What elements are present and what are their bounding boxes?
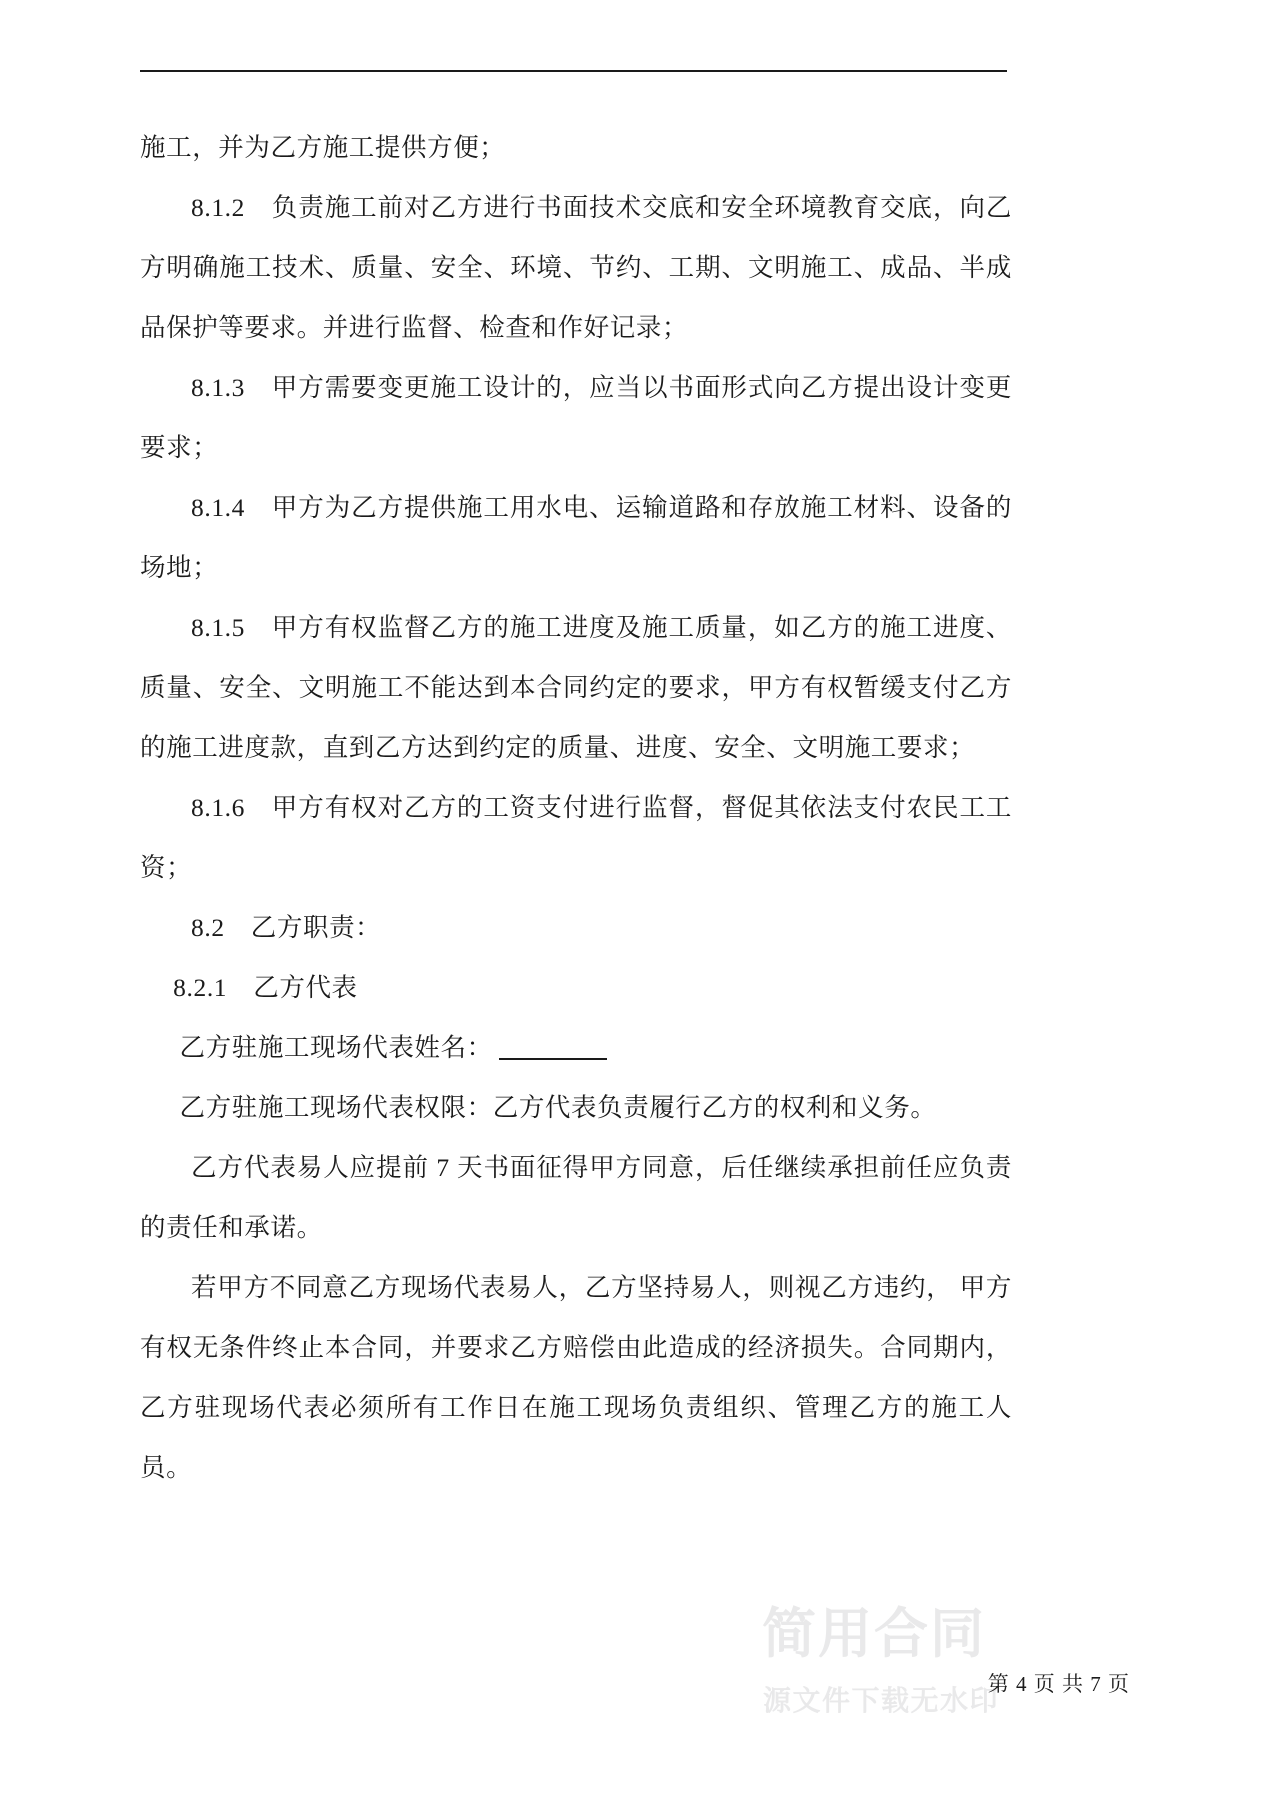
document-body <box>140 118 1012 1498</box>
field-representative-authority: 乙方驻施工现场代表权限：乙方代表负责履行乙方的权利和义务。 <box>179 1093 937 1122</box>
paragraph-representative-dispute: 若甲方不同意乙方现场代表易人，乙方坚持易人，则视乙方违约， 甲方有权无条件终止本合同，并要求乙方赔偿由此造成的经济损失。合同期内，乙方驻现场代表必须所有工作日在施工现场负责组织、管理乙方的施工人员。 <box>140 1273 1012 1482</box>
heading-8-2-party-b-duties: 8.2 乙方职责： <box>191 913 382 942</box>
paragraph-8-1-3: 8.1.3 甲方需要变更施工设计的，应当以书面形式向乙方提出设计变更要求； <box>140 373 1012 462</box>
paragraph-8-1-2: 8.1.2 负责施工前对乙方进行书面技术交底和安全环境教育交底，向乙方明确施工技术、质量、安全、环境、节约、工期、文明施工、成品、半成品保护等要求。并进行监督、检查和作好记录； <box>140 193 1012 342</box>
page-number-footer: 第 4 页 共 7 页 <box>987 1672 1130 1696</box>
representative-name-blank[interactable] <box>499 1058 607 1060</box>
watermark-brand: 简用合同 <box>762 1602 986 1665</box>
watermark-subtitle: 源文件下载无水印 <box>763 1684 1000 1717</box>
paragraph-8-1-5: 8.1.5 甲方有权监督乙方的施工进度及施工质量，如乙方的施工进度、质量、安全、文明施工不能达到本合同约定的要求，甲方有权暂缓支付乙方的施工进度款，直到乙方达到约定的质量、进度、安全、文明施工要求； <box>140 613 1012 762</box>
paragraph-8-1-6: 8.1.6 甲方有权对乙方的工资支付进行监督，督促其依法支付农民工工资； <box>140 793 1012 882</box>
heading-8-2-1-party-b-representative: 8.2.1 乙方代表 <box>173 973 358 1002</box>
paragraph-8-1-4: 8.1.4 甲方为乙方提供施工用水电、运输道路和存放施工材料、设备的场地； <box>140 493 1012 582</box>
paragraph-representative-change: 乙方代表易人应提前 7 天书面征得甲方同意，后任继续承担前任应负责的责任和承诺。 <box>140 1153 1012 1242</box>
header-divider <box>140 70 1007 72</box>
representative-name-label: 乙方驻施工现场代表姓名： <box>179 1033 493 1062</box>
paragraph-continued: 施工，并为乙方施工提供方便； <box>140 133 506 162</box>
field-representative-name-row <box>140 1018 1012 1078</box>
